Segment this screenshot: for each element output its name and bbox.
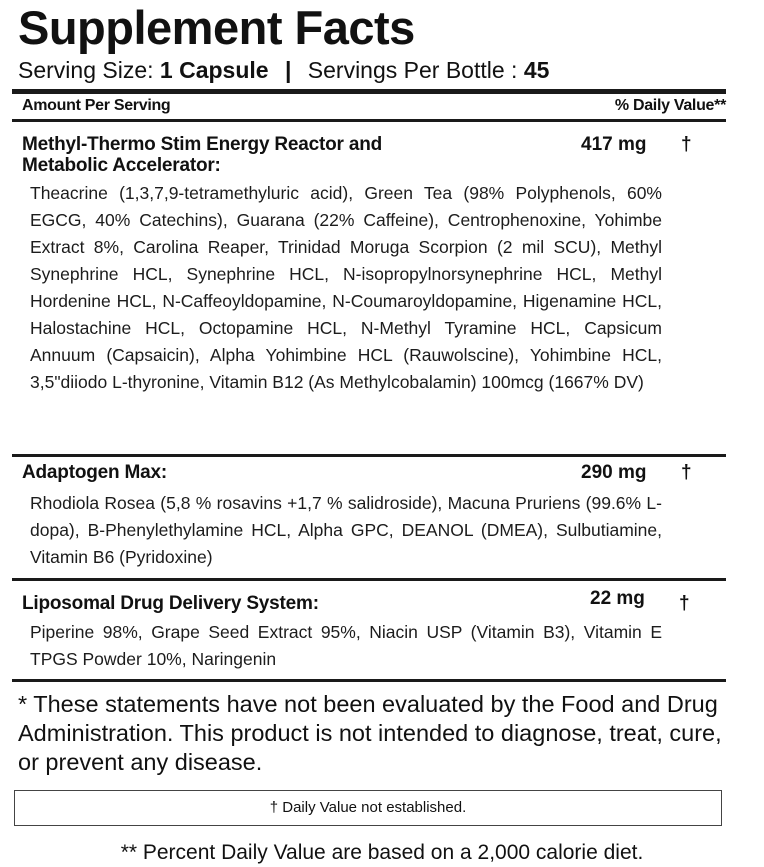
section-amount: 290 mg [581, 462, 647, 483]
section-divider [12, 679, 726, 682]
daily-value-note: † Daily Value not established. [269, 799, 467, 816]
section-divider [12, 578, 726, 581]
section-ingredients: Piperine 98%, Grape Seed Extract 95%, Niacin USP (Vitamin B3), Vitamin E TPGS Powder 10%, Naringenin [30, 622, 662, 669]
fda-disclaimer: * These statements have not been evaluated by the Food and Drug Administration. This product is not intended to diagnose, treat, cure, or prevent any disease. [18, 691, 722, 775]
servings-per-bottle-value: 45 [523, 57, 550, 83]
section-name: Adaptogen Max: [22, 462, 167, 483]
serving-size-label: Serving Size: [18, 57, 154, 83]
panel-title: Supplement Facts [18, 1, 415, 54]
serving-info [18, 56, 549, 84]
section-daily-value: † [681, 134, 692, 155]
daily-value-note-box [14, 790, 722, 826]
section-daily-value: † [681, 462, 692, 483]
percent-daily-value-footnote: ** Percent Daily Value are based on a 2,000 calorie diet. [120, 841, 644, 864]
daily-value-label: % Daily Value** [614, 97, 726, 114]
section-daily-value: † [679, 593, 690, 614]
servings-per-bottle-label: Servings Per Bottle : [307, 57, 518, 83]
column-header [22, 96, 726, 116]
serving-separator: | [284, 57, 292, 83]
thick-divider [12, 89, 726, 94]
amount-per-serving-label: Amount Per Serving [22, 97, 171, 114]
section-name: Methyl-Thermo Stim Energy Reactor and Metabolic Accelerator: [22, 134, 383, 176]
serving-size-value: 1 Capsule [159, 57, 269, 83]
section-amount: 417 mg [581, 134, 647, 155]
section-ingredients: Rhodiola Rosea (5,8 % rosavins +1,7 % salidroside), Macuna Pruriens (99.6% L-dopa), B-Phenylethylamine HCL, Alpha GPC, DEANOL (DMEA), Sulbutiamine, Vitamin B6 (Pyridoxine) [30, 493, 662, 567]
section-ingredients: Theacrine (1,3,7,9-tetramethyluric acid), Green Tea (98% Polyphenols, 60% EGCG, 40% Catechins), Guarana (22% Caffeine), Centrophenoxine, Yohimbe Extract 8%, Carolina Reaper, Trinidad Moruga Scorpion (2 mil SCU), Methyl Synephrine HCL, Synephrine HCL, N-isopropylnorsynephrine HCL, Methyl Hordenine HCL, N-Caffeoyldopamine, N-Coumaroyldopamine, Higenamine HCL, Halostachine HCL, Octopamine HCL, N-Methyl Tyramine HCL, Capsicum Annuum (Capsaicin), Alpha Yohimbine HCL (Rauwolscine), Yohimbine HCL, 3,5"diiodo L-thyronine, Vitamin B12 (As Methylcobalamin) 100mcg (1667% DV) [30, 183, 662, 392]
section-divider [12, 454, 726, 457]
section-amount: 22 mg [590, 588, 645, 609]
header-divider [12, 119, 726, 122]
section-name: Liposomal Drug Delivery System: [22, 593, 319, 614]
